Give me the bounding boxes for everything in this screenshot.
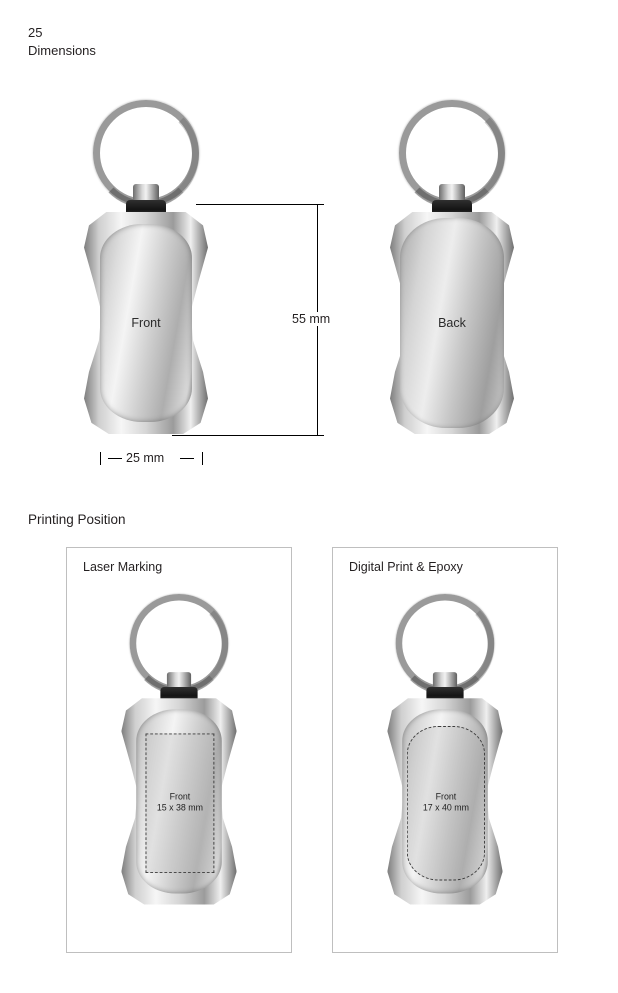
width-tick-left xyxy=(100,452,101,465)
print-area-face-digital: Front xyxy=(435,792,457,803)
panel-title-digital-print: Digital Print & Epoxy xyxy=(349,560,463,574)
width-dimension-line-left xyxy=(108,458,122,459)
print-area-face-laser: Front xyxy=(169,792,191,803)
page-number: 25 xyxy=(28,25,43,40)
keyring-plate-inner xyxy=(100,224,192,422)
print-area-size-laser: 15 x 38 mm xyxy=(156,803,204,814)
width-label: 25 mm xyxy=(122,451,168,465)
keyring-front-illustration xyxy=(76,100,216,445)
keyring-back-illustration xyxy=(382,100,522,445)
keyring-plate-inner-back xyxy=(400,218,504,428)
height-label: 55 mm xyxy=(288,312,334,326)
keyring-body-front xyxy=(84,212,208,434)
keyring-body-laser xyxy=(121,698,236,904)
height-leader-top xyxy=(196,204,324,205)
back-face-label: Back xyxy=(438,316,466,330)
keyring-body-back xyxy=(390,212,514,434)
height-leader-bottom xyxy=(172,435,324,436)
front-face-label: Front xyxy=(131,316,161,330)
printing-position-title: Printing Position xyxy=(28,512,126,527)
width-dimension-line-right xyxy=(180,458,194,459)
page-title: Dimensions xyxy=(28,43,96,58)
keyring-laser-illustration xyxy=(114,594,244,915)
print-area-digital-print xyxy=(407,726,485,880)
dimensions-section xyxy=(0,80,618,500)
panel-title-laser-marking: Laser Marking xyxy=(83,560,163,574)
keyring-digital-illustration xyxy=(380,594,510,915)
printing-panel-laser-marking xyxy=(66,547,292,953)
page-header xyxy=(28,24,96,60)
print-area-size-digital: 17 x 40 mm xyxy=(422,803,470,814)
printing-panel-digital-print xyxy=(332,547,558,953)
width-tick-right xyxy=(202,452,203,465)
print-area-laser-marking xyxy=(146,734,215,874)
keyring-body-digital xyxy=(387,698,502,904)
